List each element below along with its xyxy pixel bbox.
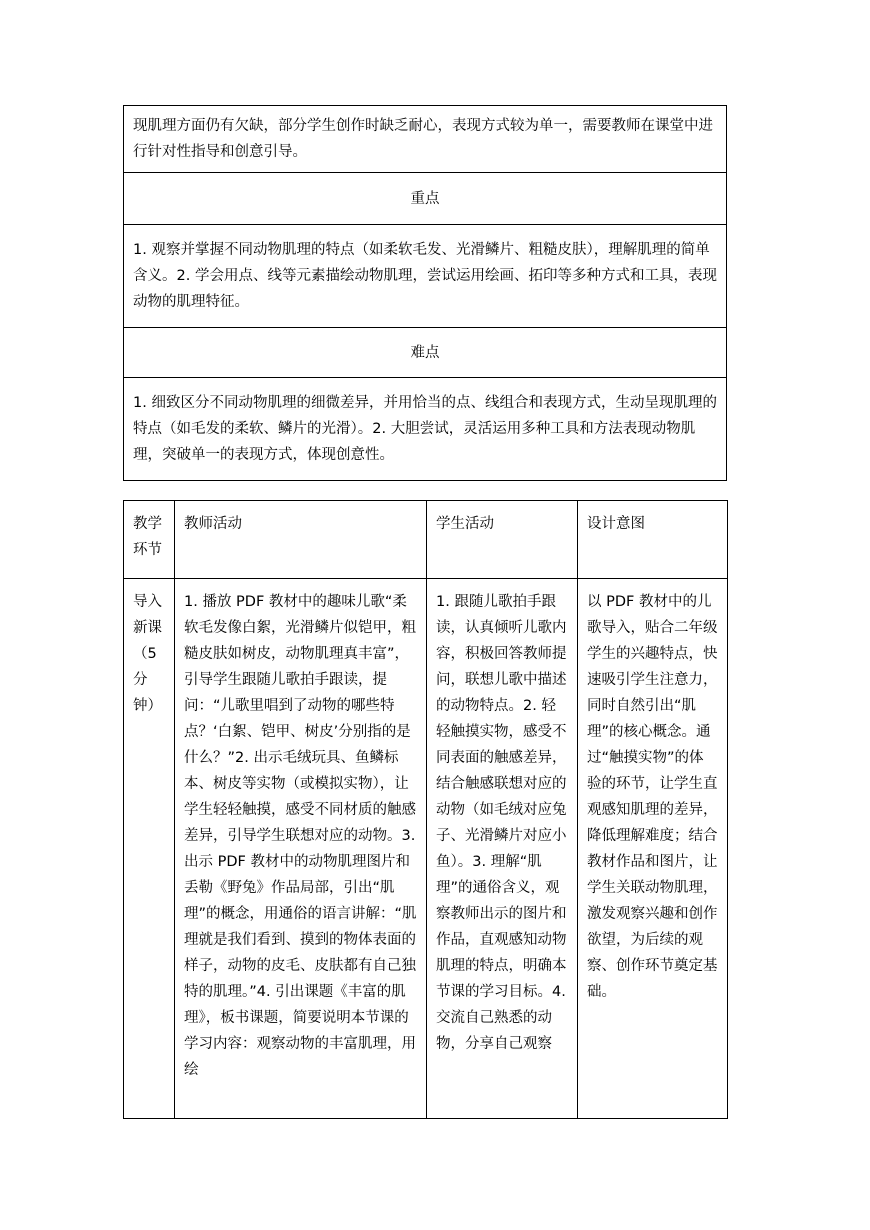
key-points-title: 重点 xyxy=(124,173,727,225)
table-row xyxy=(124,579,728,1119)
stage-cell: 导入新课（5分钟） xyxy=(133,594,162,714)
difficulties-row xyxy=(124,378,727,481)
lesson-process-table xyxy=(123,500,728,1119)
objectives-table xyxy=(123,105,727,481)
key-points-row xyxy=(124,225,727,328)
continuation-text: 现肌理方面仍有欠缺，部分学生创作时缺乏耐心，表现方式较为单一，需要教师在课堂中进行针对性指导和创意引导。 xyxy=(124,106,727,173)
student-activity-cell: 1. 跟随儿歌拍手跟读，认真倾听儿歌内容，积极回答教师提问，联想儿歌中描述的动物特点。2. 轻轻触摸实物，感受不同表面的触感差异，结合触感联想对应的动物（如毛绒对应兔子、光滑鳞片对应小鱼）。3. 理解“肌理”的通俗含义，观察教师出示的图片和作品，直观感知动物肌理的特点，明确本节课的学习目标。4. 交流自己熟悉的动物，分享自己观察 xyxy=(436,594,567,1052)
continuation-row xyxy=(124,106,727,173)
header-teacher-activity: 教师活动 xyxy=(175,501,427,579)
teacher-activity-cell: 1. 播放 PDF 教材中的趣味儿歌“柔软毛发像白絮，光滑鳞片似铠甲，粗糙皮肤如树皮，动物肌理真丰富”，引导学生跟随儿歌拍手跟读，提问：“儿歌里唱到了动物的哪些特点？‘白絮、铠甲、树皮’分别指的是什么？”2. 出示毛绒玩具、鱼鳞标本、树皮等实物（或模拟实物），让学生轻轻触摸，感受不同材质的触感差异，引导学生联想对应的动物。3. 出示 PDF 教材中的动物肌理图片和丢勒《野兔》作品局部，引出“肌理”的概念，用通俗的语言讲解：“肌理就是我们看到、摸到的物体表面的样子，动物的皮毛、皮肤都有自己独特的肌理。”4. 引出课题《丰富的肌理》，板书课题，简要说明本节课的学习内容：观察动物的丰富肌理，用绘 xyxy=(184,594,417,1078)
difficulties-title: 难点 xyxy=(124,328,727,378)
difficulties-text: 1. 细致区分不同动物肌理的细微差异，并用恰当的点、线组合和表现方式，生动呈现肌理的特点（如毛发的柔软、鳞片的光滑）。2. 大胆尝试，灵活运用多种工具和方法表现动物肌理，突破单一的表现方式，体现创意性。 xyxy=(124,378,727,481)
table-header-row xyxy=(124,501,728,579)
header-student-activity: 学生活动 xyxy=(427,501,578,579)
header-design-intent: 设计意图 xyxy=(578,501,728,579)
difficulties-header-row xyxy=(124,328,727,378)
key-points-header-row xyxy=(124,173,727,225)
design-intent-cell: 以 PDF 教材中的儿歌导入，贴合二年级学生的兴趣特点，快速吸引学生注意力，同时自然引出“肌理”的核心概念。通过“触摸实物”的体验的环节，让学生直观感知肌理的差异，降低理解难度；结合教材作品和图片，让学生关联动物肌理，激发观察兴趣和创作欲望，为后续的观察、创作环节奠定基础。 xyxy=(587,594,718,1000)
key-points-text: 1. 观察并掌握不同动物肌理的特点（如柔软毛发、光滑鳞片、粗糙皮肤），理解肌理的简单含义。2. 学会用点、线等元素描绘动物肌理，尝试运用绘画、拓印等多种方式和工具，表现动物的肌理特征。 xyxy=(124,225,727,328)
header-stage: 教学环节 xyxy=(124,501,175,579)
